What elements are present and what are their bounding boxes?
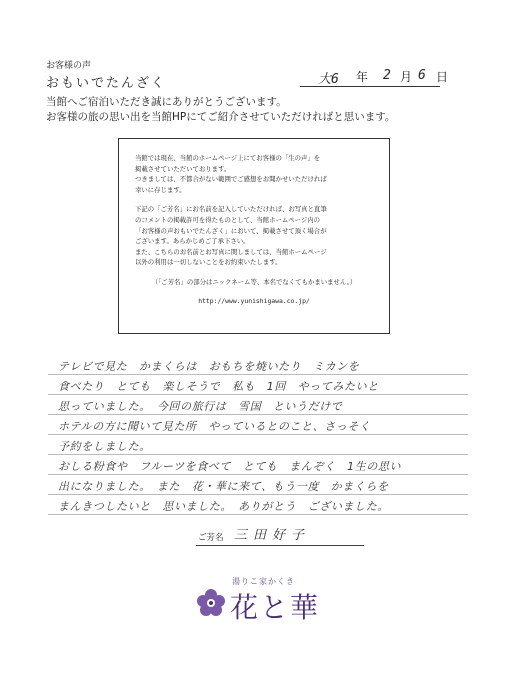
day-value: 6 bbox=[418, 68, 426, 83]
signature-name: 三田好子 bbox=[234, 528, 311, 543]
comment-line: 出になりました。 また 花・華に来て、もう一度 かまくらを bbox=[58, 480, 389, 493]
comment-line: おしる粉食や フルーツを食べて とても まんぞく 1生の思い bbox=[58, 460, 402, 473]
ruled-line bbox=[48, 514, 468, 515]
comment-line: テレビで見た かまくらは おもちを焼いたり ミカンを bbox=[58, 360, 360, 373]
comment-line: ホテルの方に聞いて見た所 やっているとのこと、さっそく bbox=[58, 420, 371, 433]
comment-line: 予約をしました。 bbox=[58, 440, 151, 453]
notice-paragraph-1: 当館では現在、当館のホームページ上にてお客様の「生の声」を 掲載させていただいております。 つきましては、不都合がない範囲でご感想をお聞かせいただければ 幸いに存じます。 bbox=[135, 154, 327, 194]
ruled-line bbox=[48, 374, 468, 375]
year-value: 大6 bbox=[318, 72, 339, 87]
date-day bbox=[418, 68, 426, 83]
signature-underline bbox=[196, 545, 364, 546]
day-unit: 日 bbox=[436, 70, 449, 84]
month-value: 2 bbox=[383, 68, 391, 83]
comment-line: まんきつしたいと 思いました。 ありがとう ございました。 bbox=[58, 500, 389, 513]
notice-caution: （「ご芳名」の部分はニックネーム等、本名でなくてもかまいません。） bbox=[151, 277, 357, 286]
form-title: おもいでたんざく bbox=[46, 76, 167, 91]
comment-line: 食べたり とても 楽しそうで 私も 1回 やってみたいと bbox=[58, 380, 379, 393]
ruled-line bbox=[48, 494, 468, 495]
ruled-line bbox=[48, 474, 468, 475]
signature-label: ご芳名 bbox=[198, 533, 224, 543]
year-unit: 年 bbox=[356, 70, 369, 84]
month-unit: 月 bbox=[400, 70, 413, 84]
ruled-line bbox=[48, 394, 468, 395]
ruled-line bbox=[48, 434, 468, 435]
category-label: お客様の声 bbox=[46, 61, 92, 71]
notice-box bbox=[118, 138, 390, 334]
logo-name: 花と華 bbox=[230, 591, 321, 624]
date-year bbox=[318, 68, 339, 87]
hotel-url: http://www.yunishigawa.co.jp/ bbox=[198, 296, 310, 305]
ruled-line bbox=[48, 414, 468, 415]
intro-line-1: 当館へご宿泊いただき誠にありがとうございます。 bbox=[46, 96, 287, 108]
ruled-line bbox=[48, 454, 468, 455]
intro-line-2: お客様の旅の思い出を当館HPにてご紹介させていただければと思います。 bbox=[46, 111, 396, 123]
flower-logo-icon bbox=[196, 588, 226, 622]
logo-tagline: 湯りこ家かくき bbox=[232, 577, 295, 586]
comment-line: 思っていました。 今回の旅行は 雪国 というだけで bbox=[58, 400, 343, 413]
notice-paragraph-2: 下記の「ご芳名」にお名前を記入していただければ、お写真と直筆 のコメントの掲載許可を得たものとして、当館ホームページ内の 「お客様の声おもいでたんざく」において、掲載させて頂く場合が ございます。あらかじめご了承下さい。 また、こちらのお名前とお写真に関しましては、当館ホームページ 以外の利用は一切しないことをお約束いたします。 bbox=[135, 205, 327, 267]
date-month bbox=[383, 68, 391, 83]
